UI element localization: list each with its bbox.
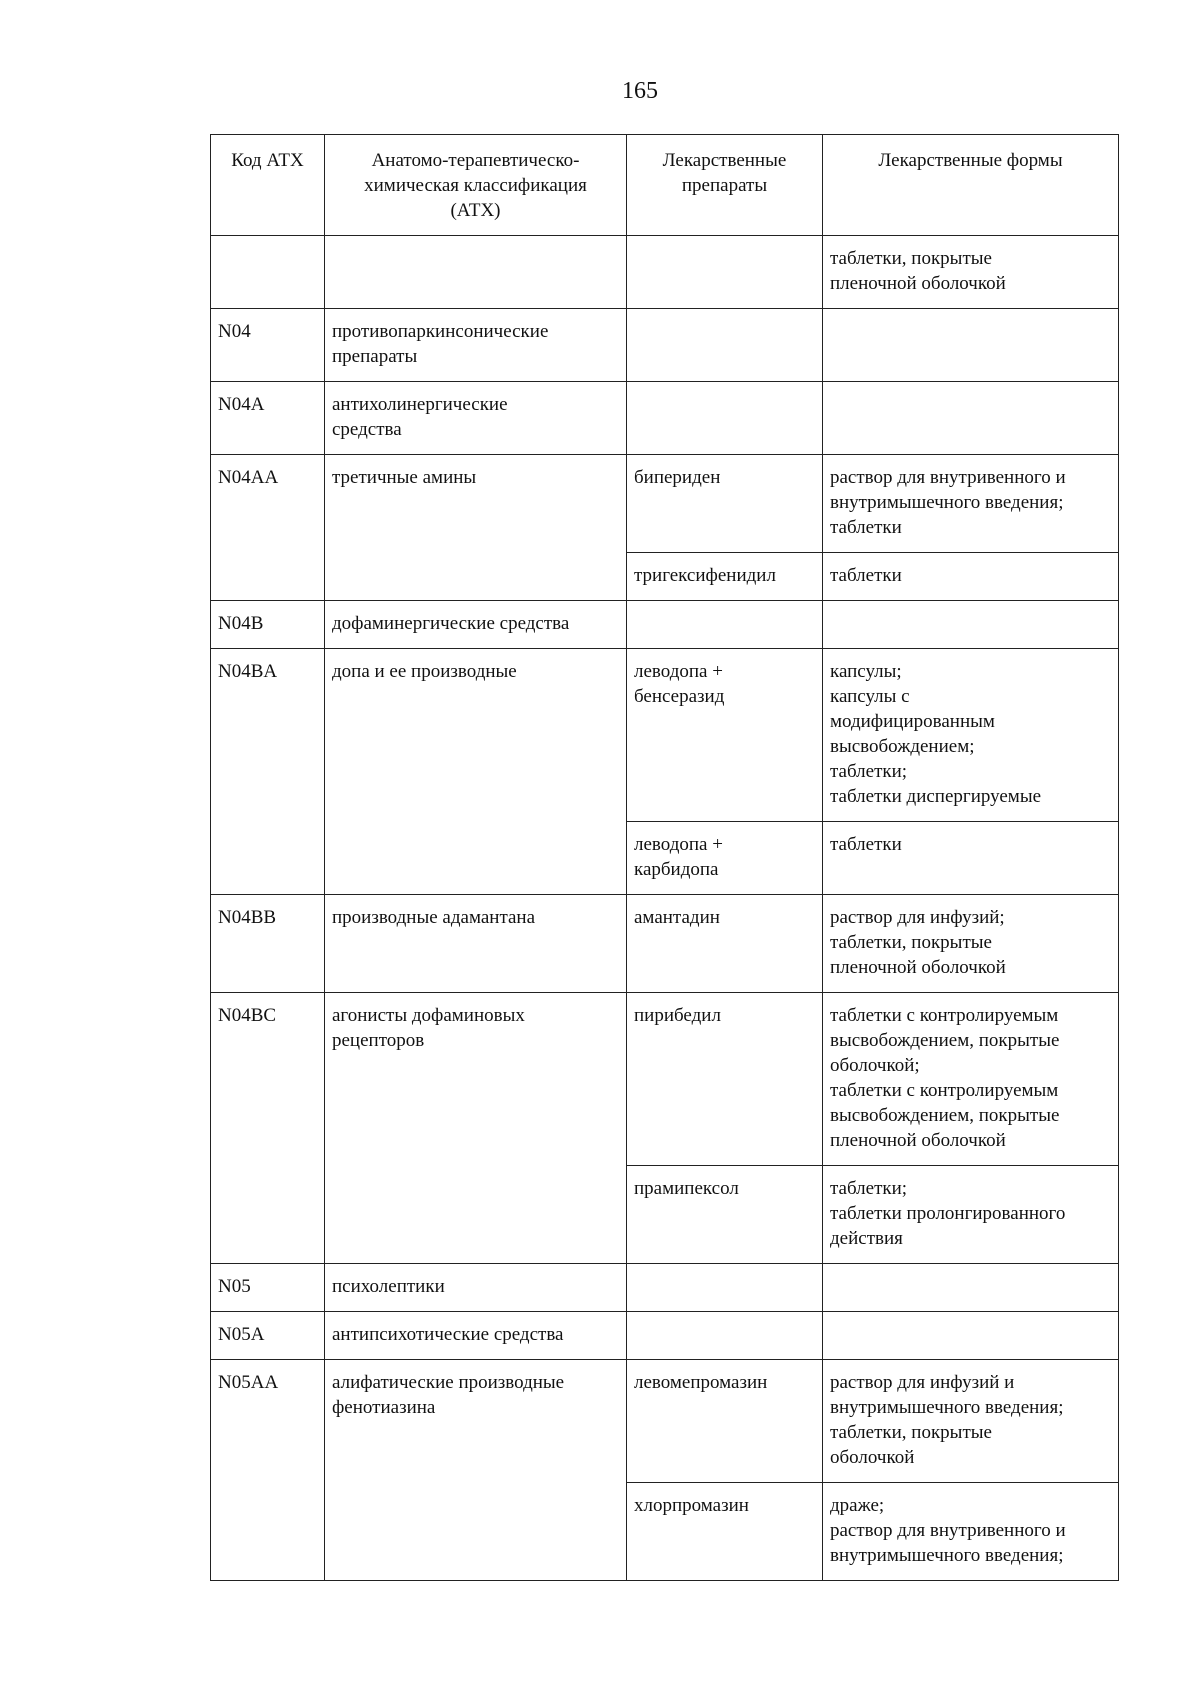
atc-group-cell: психолептики	[325, 1264, 627, 1312]
drug-cell: бипериден	[627, 455, 823, 553]
table-row	[211, 1312, 1119, 1360]
dosage-forms-cell: таблетки с контролируемым высвобождением, покрытые оболочкой; таблетки с контролируемым высвобождением, покрытые пленочной оболочкой	[823, 993, 1119, 1166]
atc-code-cell: N04BA	[211, 649, 325, 895]
drug-cell	[627, 1264, 823, 1312]
atc-code-cell: N04AA	[211, 455, 325, 601]
atc-code-cell: N04B	[211, 601, 325, 649]
atc-drug-table	[210, 134, 1119, 1581]
drug-cell: тригексифенидил	[627, 553, 823, 601]
drug-cell: хлорпромазин	[627, 1483, 823, 1581]
dosage-forms-cell: таблетки; таблетки пролонгированного действия	[823, 1166, 1119, 1264]
dosage-forms-cell: таблетки, покрытые пленочной оболочкой	[823, 236, 1119, 309]
table-row	[211, 455, 1119, 553]
atc-group-cell: противопаркинсонические препараты	[325, 309, 627, 382]
table-row	[211, 382, 1119, 455]
header-atc-classification: Анатомо-терапевтическо- химическая классификация (АТХ)	[325, 135, 627, 236]
drug-cell: прамипексол	[627, 1166, 823, 1264]
dosage-forms-cell	[823, 601, 1119, 649]
atc-group-cell: производные адамантана	[325, 895, 627, 993]
atc-group-cell: алифатические производные фенотиазина	[325, 1360, 627, 1581]
dosage-forms-cell: капсулы; капсулы с модифицированным высвобождением; таблетки; таблетки диспергируемые	[823, 649, 1119, 822]
atc-group-cell: антипсихотические средства	[325, 1312, 627, 1360]
dosage-forms-cell: раствор для внутривенного и внутримышечного введения; таблетки	[823, 455, 1119, 553]
header-drugs: Лекарственные препараты	[627, 135, 823, 236]
drug-cell	[627, 309, 823, 382]
drug-cell: амантадин	[627, 895, 823, 993]
table-row	[211, 1264, 1119, 1312]
atc-code-cell: N05	[211, 1264, 325, 1312]
dosage-forms-cell: таблетки	[823, 822, 1119, 895]
atc-code-cell: N04A	[211, 382, 325, 455]
drug-cell	[627, 236, 823, 309]
atc-group-cell: агонисты дофаминовых рецепторов	[325, 993, 627, 1264]
atc-group-cell	[325, 236, 627, 309]
dosage-forms-cell	[823, 1264, 1119, 1312]
table-row	[211, 649, 1119, 822]
atc-group-cell: допа и ее производные	[325, 649, 627, 895]
dosage-forms-cell: таблетки	[823, 553, 1119, 601]
drug-cell	[627, 601, 823, 649]
atc-group-cell: дофаминергические средства	[325, 601, 627, 649]
drug-cell: левомепромазин	[627, 1360, 823, 1483]
drug-cell: пирибедил	[627, 993, 823, 1166]
atc-code-cell: N04	[211, 309, 325, 382]
drug-cell: леводопа + карбидопа	[627, 822, 823, 895]
drug-cell: леводопа + бенсеразид	[627, 649, 823, 822]
atc-code-cell: N04BC	[211, 993, 325, 1264]
table-row	[211, 236, 1119, 309]
dosage-forms-cell: раствор для инфузий и внутримышечного введения; таблетки, покрытые оболочкой	[823, 1360, 1119, 1483]
header-atc-code: Код АТХ	[211, 135, 325, 236]
drug-cell	[627, 382, 823, 455]
table-row	[211, 993, 1119, 1166]
page-number: 165	[622, 78, 658, 104]
atc-code-cell: N05AA	[211, 1360, 325, 1581]
table-row	[211, 601, 1119, 649]
drug-cell	[627, 1312, 823, 1360]
table-row	[211, 895, 1119, 993]
atc-code-cell	[211, 236, 325, 309]
dosage-forms-cell	[823, 1312, 1119, 1360]
table-row	[211, 309, 1119, 382]
dosage-forms-cell	[823, 382, 1119, 455]
dosage-forms-cell: драже; раствор для внутривенного и внутримышечного введения;	[823, 1483, 1119, 1581]
table-header-row	[211, 135, 1119, 236]
atc-group-cell: антихолинергические средства	[325, 382, 627, 455]
atc-group-cell: третичные амины	[325, 455, 627, 601]
atc-code-cell: N04BB	[211, 895, 325, 993]
dosage-forms-cell	[823, 309, 1119, 382]
atc-code-cell: N05A	[211, 1312, 325, 1360]
header-dosage-forms: Лекарственные формы	[823, 135, 1119, 236]
table-row	[211, 1360, 1119, 1483]
dosage-forms-cell: раствор для инфузий; таблетки, покрытые пленочной оболочкой	[823, 895, 1119, 993]
